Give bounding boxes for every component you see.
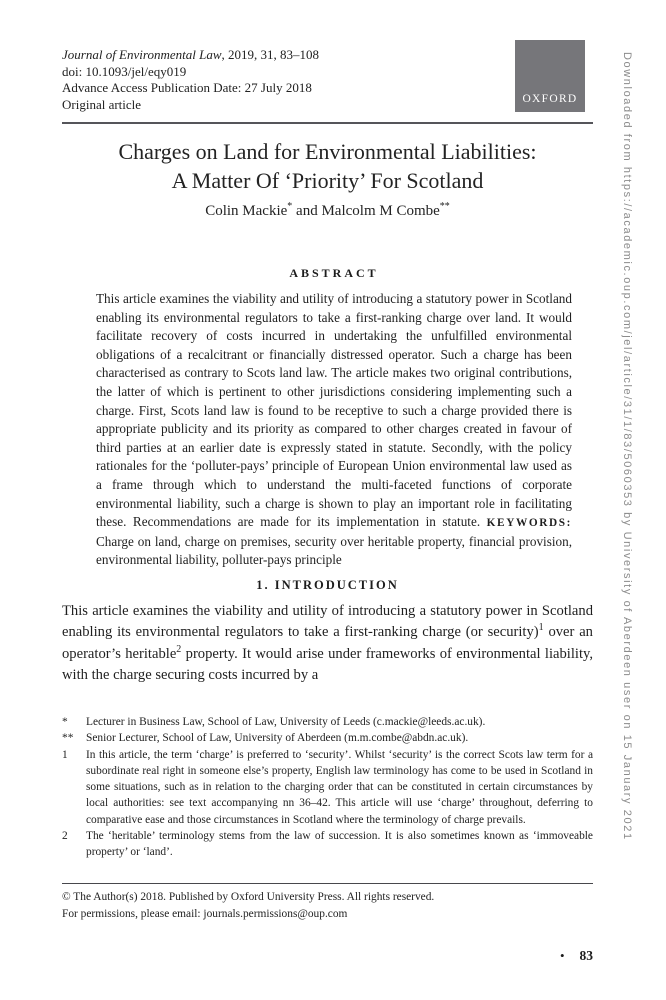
intro-text-2: over an operator’s heritable <box>62 624 593 662</box>
footnote-marker: 2 <box>62 830 68 843</box>
header-citation <box>62 47 502 113</box>
page-title <box>62 137 593 195</box>
footer-divider <box>62 883 593 884</box>
keywords-label: KEYWORDS: <box>486 517 572 530</box>
journal-citation-line <box>62 47 502 64</box>
download-watermark: Downloaded from https://academic.oup.com/jel/article/31/1/83/5060353 by University of Aberdeen user on 15 January 2021 <box>621 52 633 841</box>
page-title-line1: Charges on Land for Environmental Liabilities: <box>118 139 537 164</box>
footnote-marker: 1 <box>62 748 68 761</box>
doi-line: doi: 10.1093/jel/eqy019 <box>62 63 187 79</box>
footnote-marker: ** <box>62 732 74 745</box>
advance-access-line: Advance Access Publication Date: 27 July 2018 <box>62 80 312 95</box>
oxford-logo-label: OXFORD <box>522 93 578 105</box>
permissions-line: For permissions, please email: journals.permissions@oup.com <box>62 908 348 920</box>
introduction-paragraph <box>62 601 593 686</box>
journal-issue-info: , 2019, 31, 83–108 <box>221 47 319 62</box>
author-name-2: Malcolm M Combe <box>321 203 440 219</box>
keywords-text: Charge on land, charge on premises, security over heritable property, financial provision, environmental liability, polluter-pays principle <box>96 533 572 568</box>
intro-text-3: property. It would arise under frameworks of environmental liability, with the charge securing costs incurred by a <box>62 645 593 683</box>
authors-conjunction: and <box>292 203 322 219</box>
abstract-section <box>96 266 572 570</box>
intro-text-1: This article examines the viability and utility of introducing a statutory power in Scotland enabling its environmental regulators to take a first-ranking charge (or security) <box>62 603 593 641</box>
abstract-body <box>96 290 572 570</box>
authors-line <box>62 203 593 220</box>
oxford-logo <box>515 40 585 112</box>
page-number: 83 <box>579 948 593 963</box>
footnote-text: The ‘heritable’ terminology stems from the law of succession. It is also sometimes known as ‘immoveable property’ or ‘land’. <box>86 830 593 859</box>
page-title-line2: A Matter Of ‘Priority’ For Scotland <box>171 168 484 193</box>
introduction-heading: 1. INTRODUCTION <box>256 578 399 592</box>
abstract-heading: ABSTRACT <box>289 266 379 280</box>
page-number-row <box>62 948 593 964</box>
footnote-row <box>62 747 593 828</box>
article-type-label: Original article <box>62 96 142 112</box>
footnote-ref-2: 2 <box>176 643 182 655</box>
footnote-row <box>62 828 593 861</box>
copyright-line: © The Author(s) 2018. Published by Oxford University Press. All rights reserved. <box>62 891 435 903</box>
footnote-section <box>62 714 593 861</box>
footnote-ref-1: 1 <box>538 622 544 634</box>
author-footnote-marker-1: * <box>287 201 293 212</box>
page-number-bullet: • <box>559 948 565 963</box>
footnote-text: In this article, the term ‘charge’ is preferred to ‘security’. Whilst ‘security’ is the correct Scots law term for a subordinate real right in someone else’s property, English law terminology has come to be used in Scotland in some situations, such as in relation to the charging order that can be constituted in certain circumstances by local authorities: see text accompanying nn 36–42. This article will use ‘charge’ throughout, deferring to comparative ease and those circumstances in Scotland where the terminology of charge prevails. <box>86 748 593 826</box>
abstract-text: This article examines the viability and utility of introducing a statutory power in Scotland enabling its environmental regulators to take a first-ranking charge over land. It would facilitate recovery of costs incurred in undertaking the unfulfilled environmental obligations of a recalcitrant or financially distressed operator. Such a charge has been characterised as contrary to Scots land law. The article makes two original contributions, the latter of which is pertinent to other jurisdictions considering implementing such a charge. First, Scots land law is found to be receptive to such a charge provided there is appropriate publicity and its priority as compared to other charges created in favour of third parties at an earlier date is expressly stated in statute. Secondly, with the policy rationales for the ‘polluter-pays’ principle of European Union environmental law used as a frame through which to understand the multi-faceted functions of corporate environmental liability, such a charge is shown to play an important role in facilitating these. Recommendations are made for its implementation in statute. <box>96 291 572 530</box>
author-footnote-marker-2: ** <box>439 201 450 212</box>
author-name-1: Colin Mackie <box>205 203 288 219</box>
footnote-text: Senior Lecturer, School of Law, University of Aberdeen (m.m.combe@abdn.ac.uk). <box>86 732 469 745</box>
introduction-section <box>62 578 593 686</box>
footnote-row <box>62 730 593 746</box>
header-divider <box>62 122 593 124</box>
footnote-marker: * <box>62 716 68 728</box>
journal-name: Journal of Environmental Law <box>62 47 222 62</box>
copyright-block <box>62 889 593 923</box>
footnote-text: Lecturer in Business Law, School of Law, University of Leeds (c.mackie@leeds.ac.uk). <box>86 716 486 728</box>
footnote-row <box>62 714 593 730</box>
